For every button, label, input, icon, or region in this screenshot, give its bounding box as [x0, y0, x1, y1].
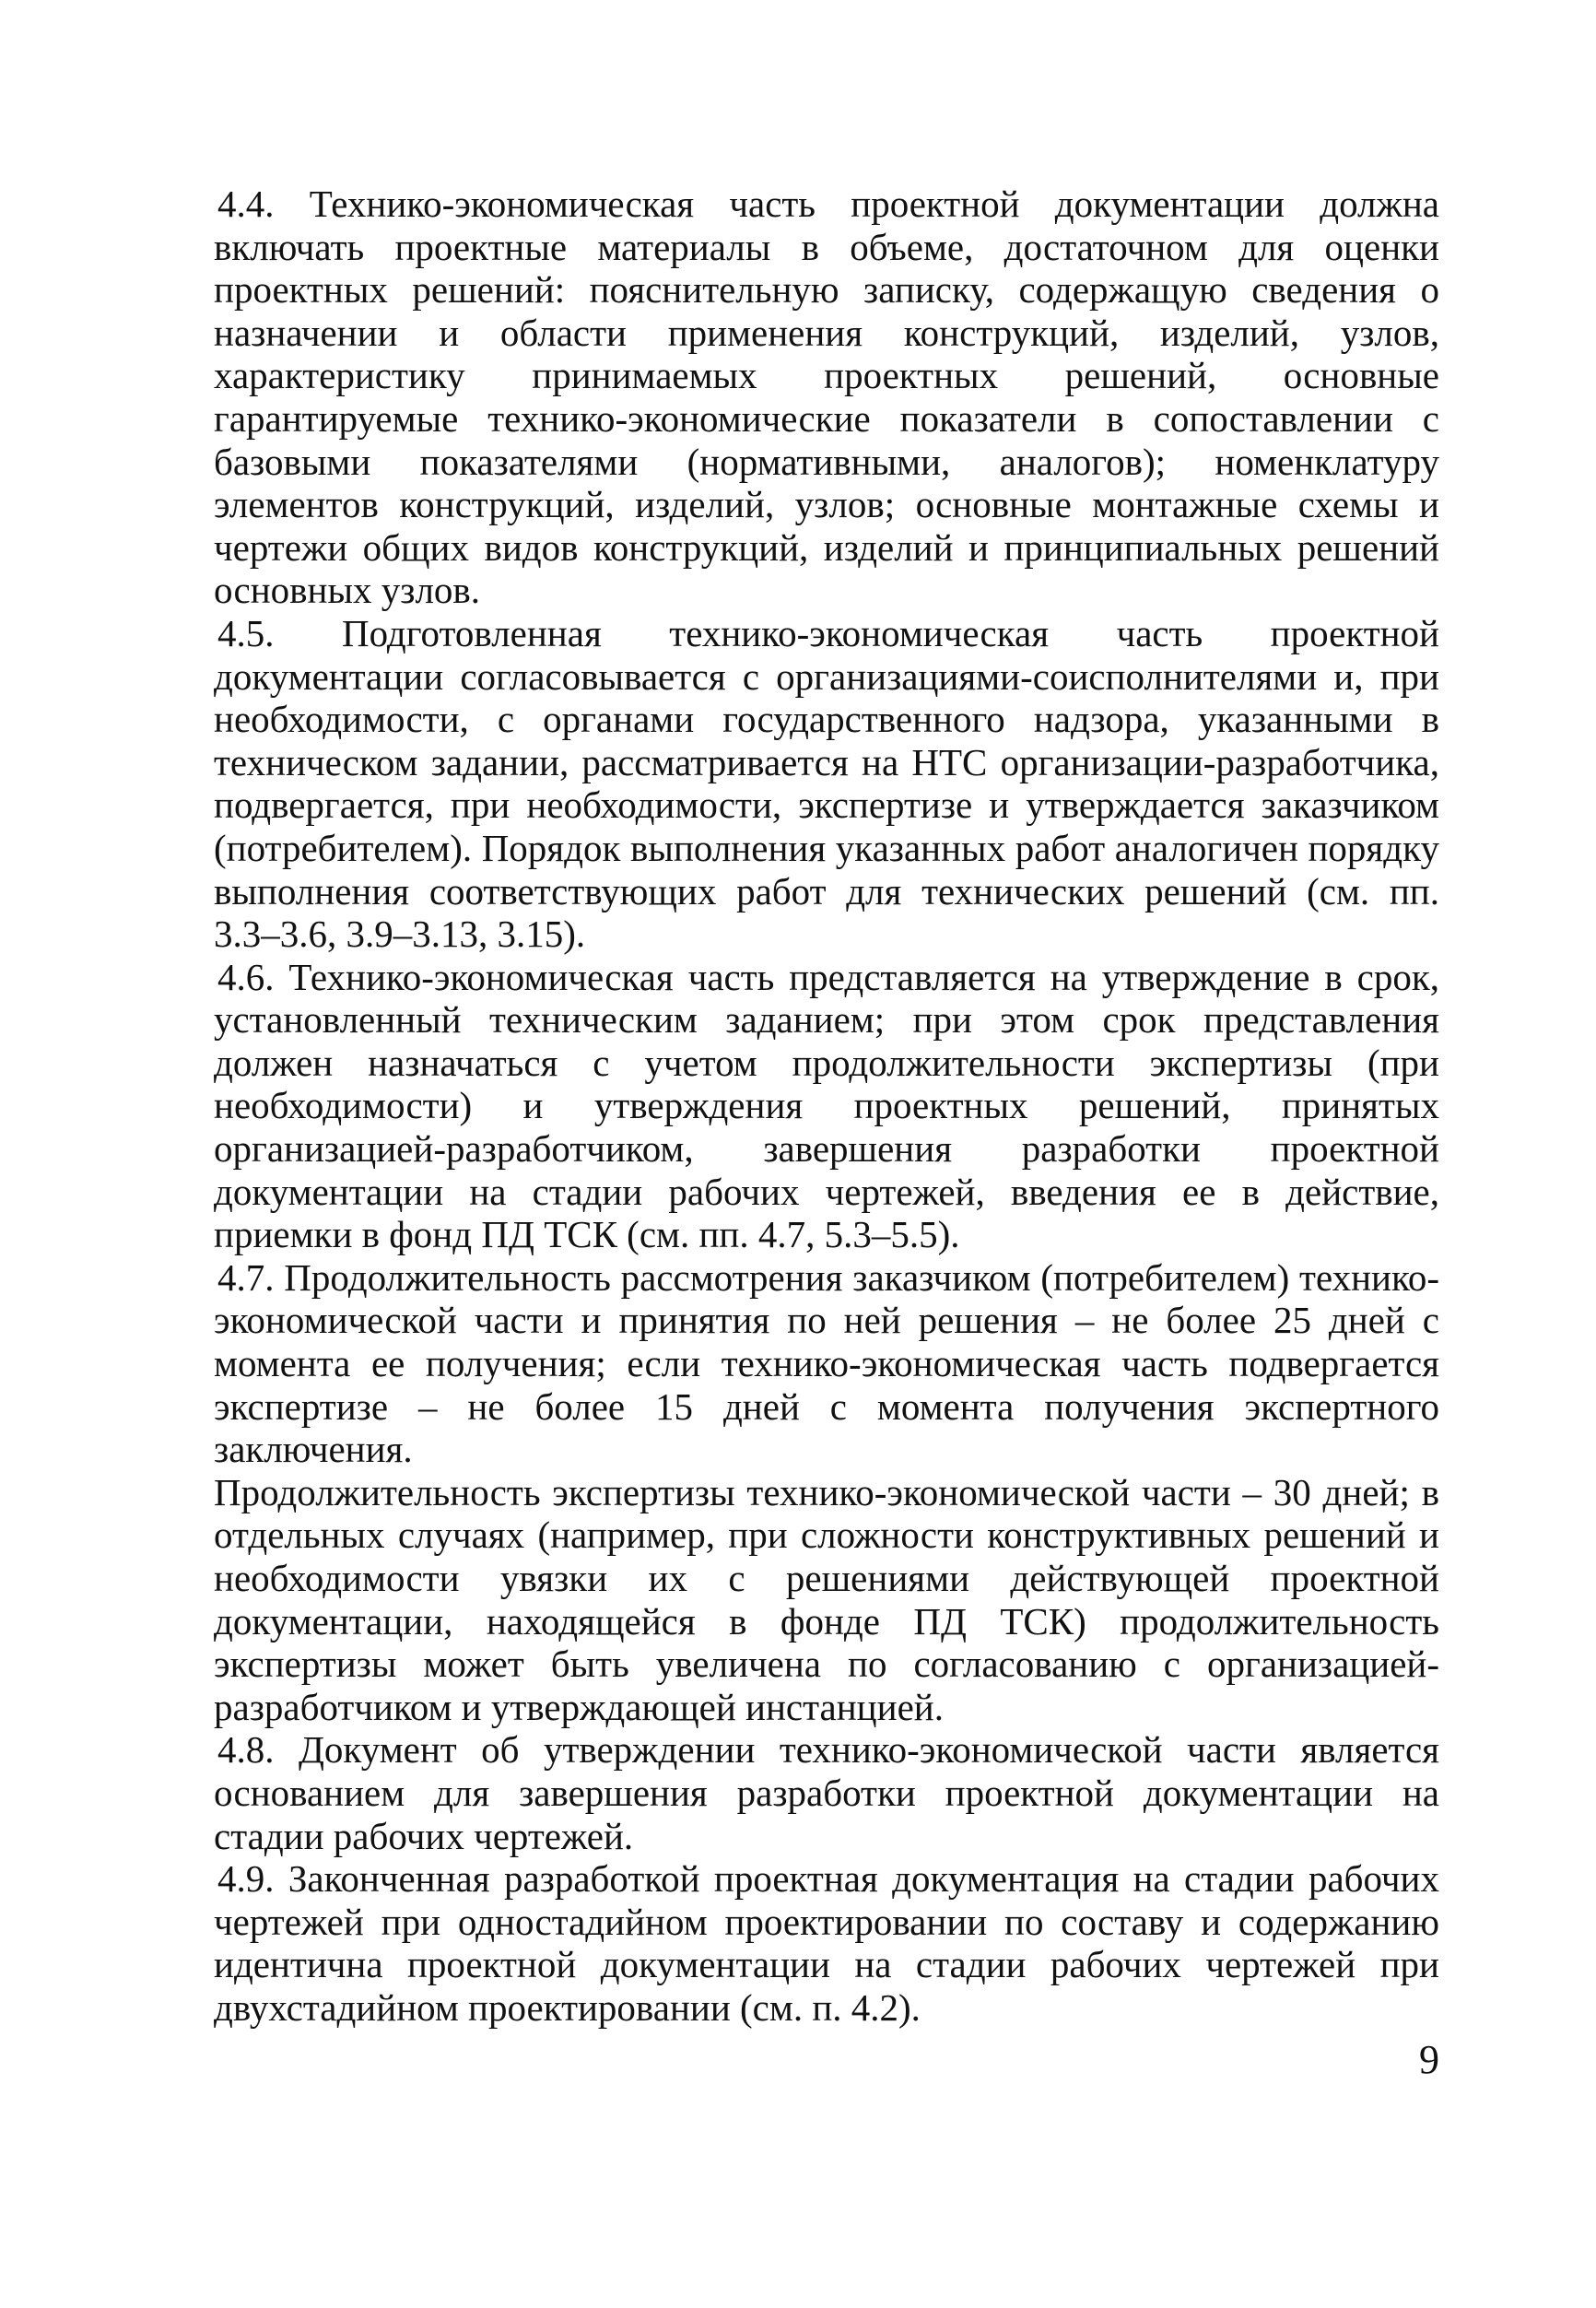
paragraph-text: Документ об утверждении технико-экономической части является основанием для завершения разработки проектной документации на стадии рабочих чертежей. — [214, 1728, 1439, 1857]
paragraph-text: Продолжительность рассмотрения заказчиком (потребителем) технико-экономической части и принятия по ней решения – не более 25 дней с момента ее получения; если технико-экономическая часть подвергается экспертизе – не более 15 дней с момента получения экспертного заключения. — [214, 1255, 1439, 1471]
paragraph-number: 4.7. — [217, 1255, 275, 1299]
paragraph-4-9 — [214, 1857, 1439, 2029]
paragraph-4-4 — [214, 183, 1439, 612]
paragraph-number: 4.9. — [217, 1857, 275, 1901]
body-text — [214, 183, 1439, 2030]
paragraph-number: 4.5. — [217, 611, 275, 654]
paragraph-text: Подготовленная технико-экономическая часть проектной документации согласовывается с организациями-соисполнителями и, при необходимости, с органами государственного надзора, указанными в техническом задании, рассматривается на НТС организации-разработчика, подвергается, при необходимости, экспертизе и утверждается заказчиком (потребителем). Порядок выполнения указанных работ аналогичен порядку выполнения соответствующих работ для технических решений (см. пп. 3.3–3.6, 3.9–3.13, 3.15). — [214, 611, 1439, 956]
paragraph-number: 4.4. — [217, 183, 275, 225]
paragraph-text: Законченная разработкой проектная документация на стадии рабочих чертежей при одностадийном проектировании по составу и содержанию идентична проектной документации на стадии рабочих чертежей при двухстадийном проектировании (см. п. 4.2). — [214, 1857, 1439, 2029]
paragraph-4-7 — [214, 1256, 1439, 1471]
paragraph-number: 4.6. — [217, 955, 275, 998]
paragraph-text: Продолжительность экспертизы технико-экономической части – 30 дней; в отдельных случаях (например, при сложности конструктивных решений и необходимости увязки их с решениями действующей проектной документации, находящейся в фонде ПД ТСК) продолжительность экспертизы может быть увеличена по согласованию с организацией-разработчиком и утверждающей инстанцией. — [214, 1470, 1439, 1728]
paragraph-4-8 — [214, 1728, 1439, 1857]
paragraph-4-7-continued — [214, 1471, 1439, 1729]
paragraph-4-6 — [214, 956, 1439, 1256]
paragraph-text: Технико-экономическая часть проектной документации должна включать проектные материалы в объеме, достаточном для оценки проектных решений: пояснительную записку, содержащую сведения о назначении и области применения конструкций, изделий, узлов, характеристику принимаемых проектных решений, основные гарантируемые технико-экономические показатели в сопоставлении с базовыми показателями (нормативными, аналогов); номенклатуру элементов конструкций, изделий, узлов; основные монтажные схемы и чертежи общих видов конструкций, изделий и принципиальных решений основных узлов. — [214, 183, 1439, 612]
page-number: 9 — [1419, 2037, 1439, 2082]
paragraph-text: Технико-экономическая часть представляется на утверждение в срок, установленный техническим заданием; при этом срок представления должен назначаться с учетом продолжительности экспертизы (при необходимости) и утверждения проектных решений, принятых организацией-разработчиком, завершения разработки проектной документации на стадии рабочих чертежей, введения ее в действие, приемки в фонд ПД ТСК (см. пп. 4.7, 5.3–5.5). — [214, 955, 1439, 1256]
paragraph-4-5 — [214, 612, 1439, 956]
paragraph-number: 4.8. — [217, 1728, 275, 1772]
